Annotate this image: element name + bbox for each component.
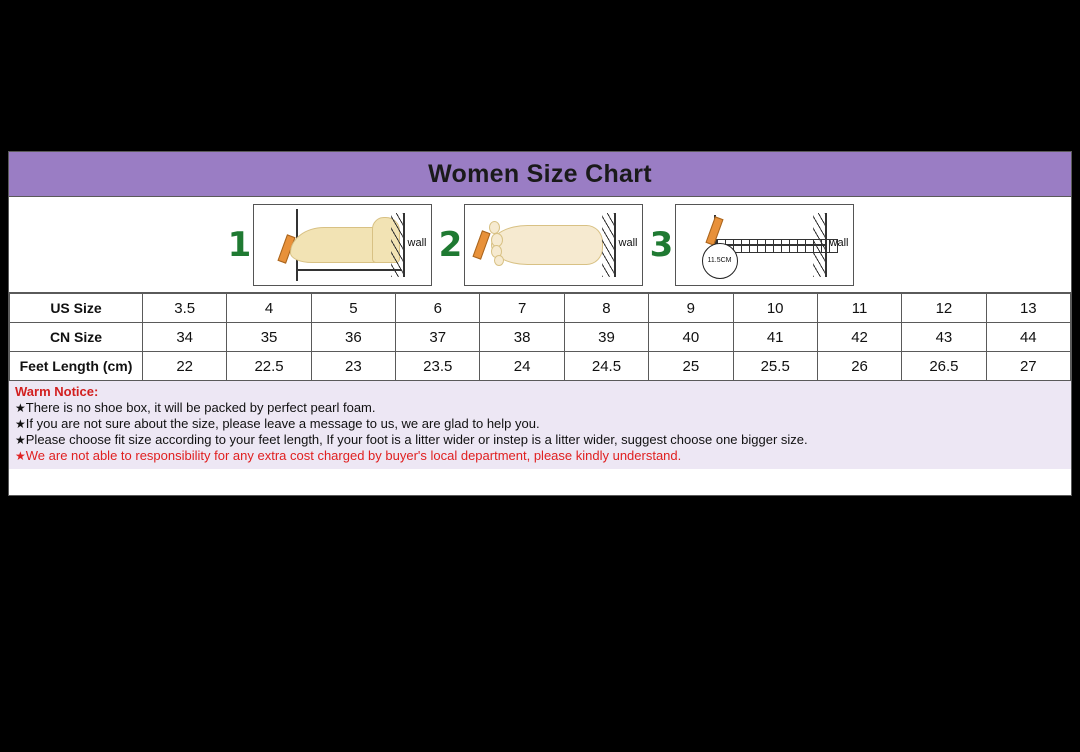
step-number-1: 1 bbox=[227, 224, 252, 265]
pencil-icon bbox=[472, 230, 490, 259]
cell: 13 bbox=[986, 294, 1070, 323]
cell: 12 bbox=[902, 294, 986, 323]
cell: 26.5 bbox=[902, 352, 986, 381]
illustration-step-3 bbox=[649, 203, 854, 287]
cell: 25.5 bbox=[733, 352, 817, 381]
cell: 10 bbox=[733, 294, 817, 323]
notice-line bbox=[15, 448, 1067, 463]
notice-line-text: If you are not sure about the size, please leave a message to us, we are glad to help you. bbox=[25, 416, 540, 431]
row-label-us-size: US Size bbox=[10, 294, 143, 323]
notice-line bbox=[15, 416, 1067, 431]
notice-line bbox=[15, 400, 1067, 415]
ruler-measure-icon bbox=[675, 204, 854, 286]
size-table bbox=[9, 293, 1071, 381]
cell: 6 bbox=[396, 294, 480, 323]
cell: 5 bbox=[311, 294, 395, 323]
chart-title-bar bbox=[9, 152, 1071, 197]
star-icon: ★ bbox=[15, 417, 26, 431]
cell: 23 bbox=[311, 352, 395, 381]
wall-label-2: wall bbox=[618, 236, 638, 249]
cell: 24.5 bbox=[564, 352, 648, 381]
row-label-cn-size: CN Size bbox=[10, 323, 143, 352]
cell: 22.5 bbox=[227, 352, 311, 381]
size-chart-card bbox=[8, 151, 1072, 496]
foot-top-view-icon bbox=[464, 204, 643, 286]
cell: 8 bbox=[564, 294, 648, 323]
wall-label-3: wall bbox=[829, 236, 849, 249]
notice-line-text: There is no shoe box, it will be packed by perfect pearl foam. bbox=[25, 400, 376, 415]
cell: 39 bbox=[564, 323, 648, 352]
cell: 26 bbox=[817, 352, 901, 381]
cell: 43 bbox=[902, 323, 986, 352]
wall-label-1: wall bbox=[407, 236, 427, 249]
illustration-step-2 bbox=[438, 203, 643, 287]
cell: 42 bbox=[817, 323, 901, 352]
cell: 38 bbox=[480, 323, 564, 352]
warm-notice bbox=[9, 381, 1071, 469]
cell: 11 bbox=[817, 294, 901, 323]
cell: 41 bbox=[733, 323, 817, 352]
table-row bbox=[10, 294, 1071, 323]
cell: 24 bbox=[480, 352, 564, 381]
cell: 22 bbox=[143, 352, 227, 381]
star-icon: ★ bbox=[15, 433, 26, 447]
notice-line bbox=[15, 432, 1067, 447]
notice-line-text: We are not able to responsibility for any extra cost charged by buyer's local department, please kindly understand. bbox=[25, 448, 682, 463]
illustration-step-1 bbox=[227, 203, 432, 287]
measure-value-label: 11.5CM bbox=[702, 243, 738, 279]
cell: 40 bbox=[649, 323, 733, 352]
measurement-illustrations bbox=[9, 197, 1071, 293]
cell: 23.5 bbox=[396, 352, 480, 381]
cell: 3.5 bbox=[143, 294, 227, 323]
cell: 44 bbox=[986, 323, 1070, 352]
cell: 37 bbox=[396, 323, 480, 352]
cell: 35 bbox=[227, 323, 311, 352]
table-row bbox=[10, 323, 1071, 352]
notice-title: Warm Notice: bbox=[15, 384, 99, 399]
table-row bbox=[10, 352, 1071, 381]
cell: 7 bbox=[480, 294, 564, 323]
foot-side-view-icon bbox=[253, 204, 432, 286]
star-icon: ★ bbox=[15, 449, 26, 463]
cell: 36 bbox=[311, 323, 395, 352]
cell: 9 bbox=[649, 294, 733, 323]
cell: 34 bbox=[143, 323, 227, 352]
cell: 25 bbox=[649, 352, 733, 381]
step-number-3: 3 bbox=[649, 224, 674, 265]
star-icon: ★ bbox=[15, 401, 26, 415]
cell: 4 bbox=[227, 294, 311, 323]
notice-line-text: Please choose fit size according to your feet length, If your foot is a litter wider or instep is a litter wider, suggest choose one bigger size. bbox=[25, 432, 808, 447]
row-label-feet-length: Feet Length (cm) bbox=[10, 352, 143, 381]
page-title: Women Size Chart bbox=[428, 159, 652, 188]
step-number-2: 2 bbox=[438, 224, 463, 265]
cell: 27 bbox=[986, 352, 1070, 381]
